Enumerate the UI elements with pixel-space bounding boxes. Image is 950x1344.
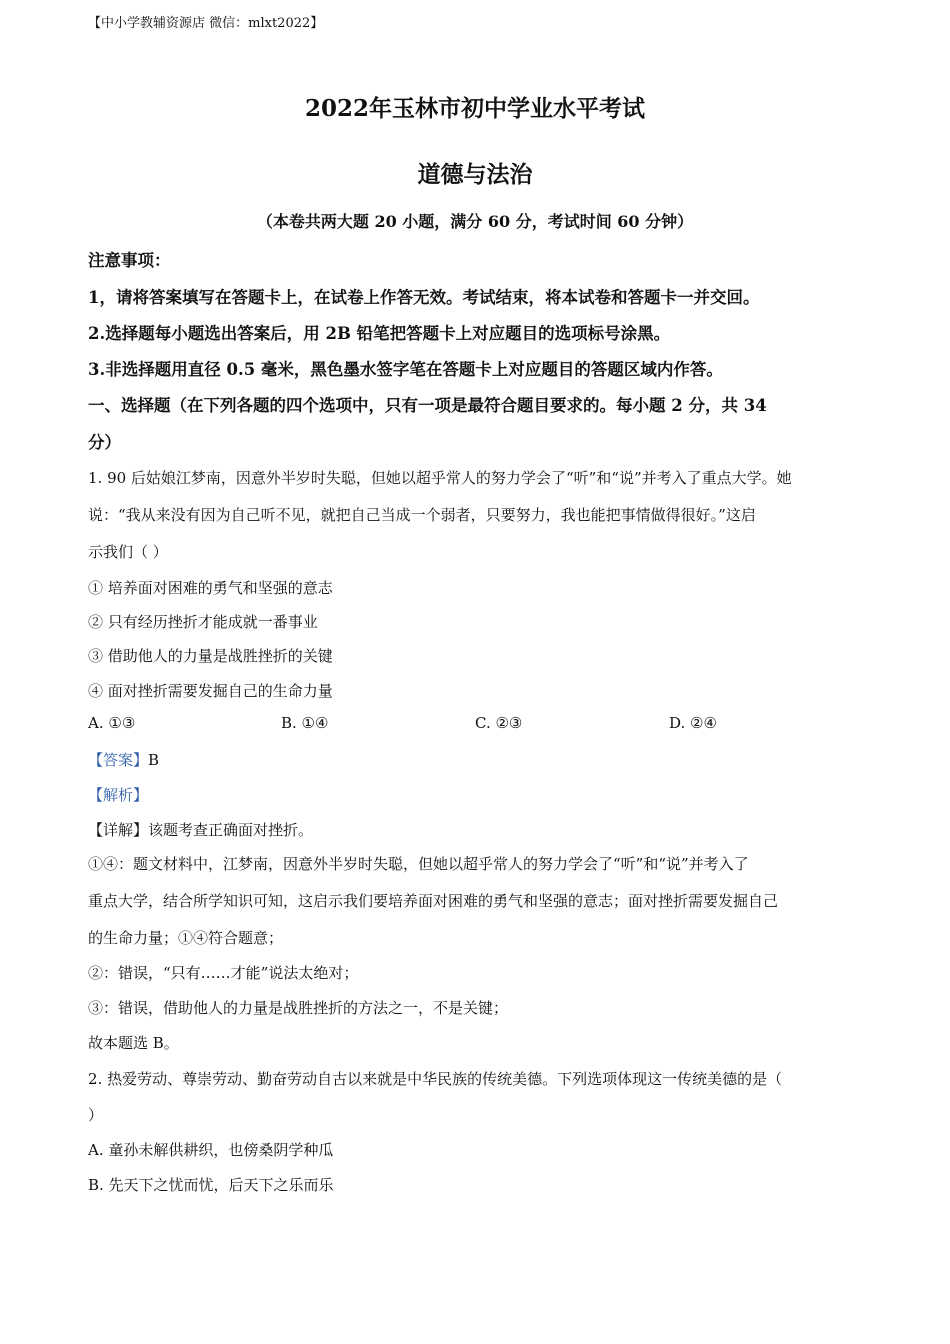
question-text: 2. 热爱劳动、尊崇劳动、勤奋劳动自古以来就是中华民族的传统美德。下列选项体现这一传统美德的是（ <box>88 1070 783 1088</box>
section-heading: 一、选择题（在下列各题的四个选项中，只有一项是最符合题目要求的。每小题 2 分，共 34 <box>88 396 767 415</box>
analysis-text: 故本题选 B。 <box>88 1034 179 1052</box>
question-text: 说：“我从来没有因为自己听不见，就把自己当成一个弱者，只要努力，我也能把事情做得很好。”这启 <box>88 506 756 524</box>
answer-line <box>88 749 159 770</box>
question-text: 示我们（ ） <box>88 543 168 561</box>
option-c: C. ②③ <box>475 714 523 732</box>
exam-title: 2022年玉林市初中学业水平考试 <box>304 95 645 122</box>
question-text: ） <box>88 1106 104 1124</box>
analysis-text: ②：错误，“只有……才能”说法太绝对； <box>88 964 359 982</box>
question-text: 1. 90 后姑娘江梦南，因意外半岁时失聪，但她以超乎常人的努力学会了“听”和“说”并考入了重点大学。她 <box>88 469 792 487</box>
exam-info: （本卷共两大题 20 小题，满分 60 分，考试时间 60 分钟） <box>256 212 694 231</box>
page-header: 【中小学教辅资源店 微信：mlxt2022】 <box>88 16 324 31</box>
analysis-text: ③：错误，借助他人的力量是战胜挫折的方法之一，不是关键； <box>88 999 509 1017</box>
section-heading-cont: 分） <box>88 433 121 452</box>
answer-tag: 【答案】 <box>88 751 149 769</box>
answer-value: B <box>148 751 160 769</box>
analysis-text: 重点大学，结合所学知识可知，这启示我们要培养面对困难的勇气和坚强的意志；面对挫折需要发掘自己 <box>88 892 779 910</box>
note-item: 2.选择题每小题选出答案后，用 2B 铅笔把答题卡上对应题目的选项标号涂黑。 <box>88 324 671 343</box>
option-b: B. ①④ <box>281 714 329 732</box>
note-item: 3.非选择题用直径 0.5 毫米，黑色墨水签字笔在答题卡上对应题目的答题区域内作答。 <box>88 360 723 379</box>
option-d: D. ②④ <box>669 714 717 732</box>
subject-title: 道德与法治 <box>417 161 533 188</box>
statement: ④ 面对挫折需要发掘自己的生命力量 <box>88 682 333 700</box>
statement: ② 只有经历挫折才能成就一番事业 <box>88 613 318 631</box>
analysis-text: ①④：题文材料中，江梦南，因意外半岁时失聪，但她以超乎常人的努力学会了“听”和“说”并考入了 <box>88 855 749 873</box>
option-a: A. 童孙未解供耕织，也傍桑阴学种瓜 <box>88 1141 334 1159</box>
option-a: A. ①③ <box>88 714 136 732</box>
notes-heading: 注意事项： <box>88 251 171 270</box>
note-item: 1，请将答案填写在答题卡上，在试卷上作答无效。考试结束，将本试卷和答题卡一并交回。 <box>88 288 760 307</box>
option-b: B. 先天下之忧而忧，后天下之乐而乐 <box>88 1176 334 1194</box>
analysis-text: 【详解】该题考查正确面对挫折。 <box>88 821 314 839</box>
statement: ③ 借助他人的力量是战胜挫折的关键 <box>88 647 333 665</box>
analysis-tag: 【解析】 <box>88 786 149 804</box>
statement: ① 培养面对困难的勇气和坚强的意志 <box>88 579 333 597</box>
analysis-text: 的生命力量；①④符合题意； <box>88 929 284 947</box>
